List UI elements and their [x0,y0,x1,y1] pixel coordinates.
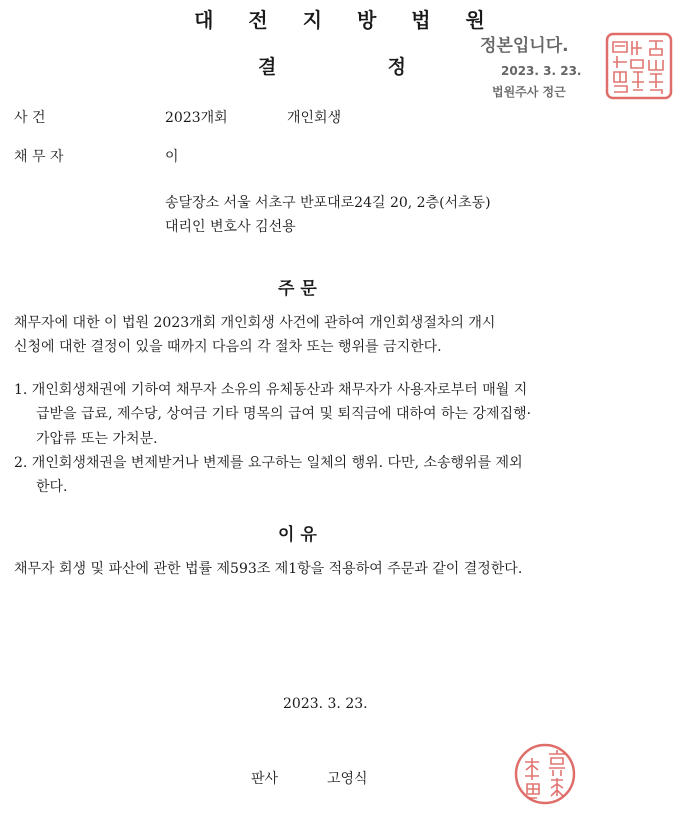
attorney: 대리인 변호사 김선용 [165,219,296,235]
debtor-label: 채 무 자 [14,149,64,165]
case-label: 사 건 [14,110,46,126]
order-paragraph-line-2: 신청에 대한 결정이 있을 때까지 다음의 각 절차 또는 행위를 금지한다. [14,339,442,355]
order-title: 주 문 [278,279,317,299]
court-name: 대 전 지 방 법 원 [194,8,499,32]
decision-date: 2023. 3. 23. [283,696,368,712]
judge-label: 판사 [251,771,279,787]
decision-title-char-1: 결 [258,56,277,78]
case-type: 개인회생 [287,110,342,126]
order-item-1-line-2: 급받을 급료, 제수당, 상여금 기타 명목의 급여 및 퇴직금에 대하여 하는 강제집행· [36,406,532,422]
decision-title [258,52,406,79]
decision-title-char-2: 정 [387,56,406,78]
debtor-name: 이 [165,149,179,165]
order-paragraph-line-1: 채무자에 대한 이 법원 2023개회 개인회생 사건에 관하여 개인회생절차의 개시 [14,315,496,331]
order-item-1-line-1: 1. 개인회생채권에 기하여 채무자 소유의 유체동산과 채무자가 사용자로부터 매월 지 [14,382,528,398]
case-number: 2023개회 [165,110,228,126]
certified-copy-date: 2023. 3. 23. [501,64,582,78]
certified-copy-clerk: 법원주사 정근 [492,85,566,99]
judge-name: 고영식 [327,771,368,787]
court-seal-stamp [605,32,673,100]
reason-text: 채무자 회생 및 파산에 관한 법률 제593조 제1항을 적용하여 주문과 같이 결정한다. [14,561,523,577]
judge-seal-stamp [513,742,577,806]
service-address: 송달장소 서울 서초구 반포대로24길 20, 2층(서초동) [165,195,491,211]
order-item-2-line-1: 2. 개인회생채권을 변제받거나 변제를 요구하는 일체의 행위. 다만, 소송행위를 제외 [14,455,523,471]
order-item-1-line-3: 가압류 또는 가처분. [36,431,158,447]
certified-copy-label: 정본입니다. [480,36,569,56]
reason-title: 이 유 [278,525,317,545]
order-item-2-line-2: 한다. [36,479,68,495]
